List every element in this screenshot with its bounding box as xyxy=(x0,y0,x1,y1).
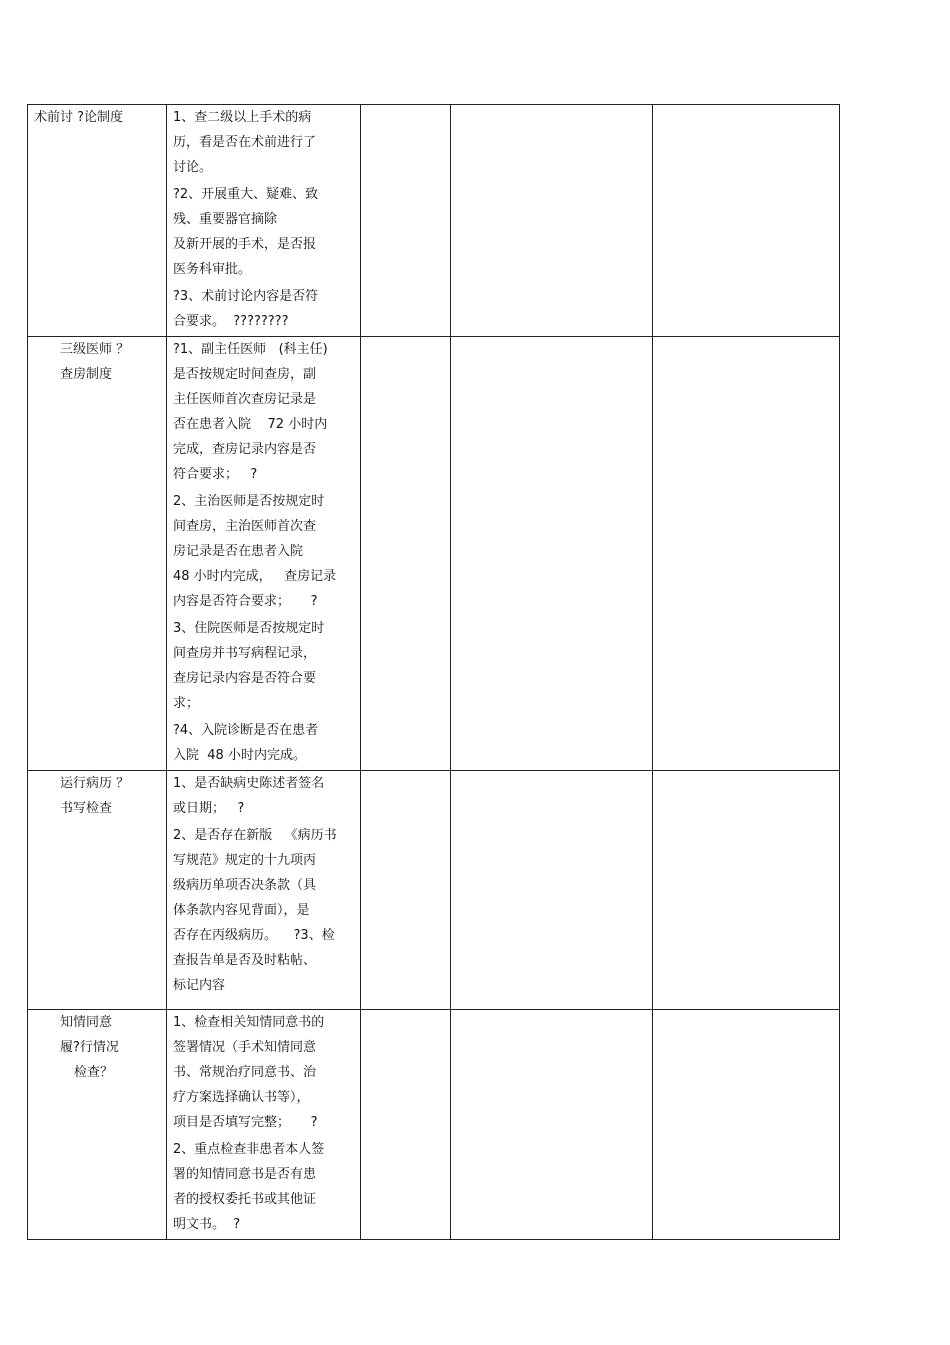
content-paragraph xyxy=(167,284,360,334)
content-paragraph xyxy=(167,489,360,614)
text-line: 医务科审批。 xyxy=(173,262,252,277)
item-label: 检查？ xyxy=(74,1065,114,1080)
item-label: 术前讨 ?论制度 xyxy=(34,110,124,125)
empty-cell xyxy=(361,337,451,771)
text-line: 级病历单项否决条款（具 xyxy=(173,878,317,893)
text-line: ?2、开展重大、疑难、致 xyxy=(173,187,319,202)
empty-cell xyxy=(653,1010,840,1240)
text-line: 是否按规定时间查房，副 xyxy=(173,367,317,382)
text-line: ?1、副主任医师 (科主任) xyxy=(173,342,328,357)
text-line: 内容是否符合要求； ? xyxy=(173,594,318,609)
text-line: 否存在丙级病历。 ?3、检 xyxy=(173,928,335,943)
text-line: 疗方案选择确认书等）， xyxy=(173,1090,310,1105)
empty-cell xyxy=(361,1010,451,1240)
text-line: 残、重要器官摘除 xyxy=(173,212,278,227)
text-line: 1、查二级以上手术的病 xyxy=(173,110,312,125)
text-line: 否在患者入院 72 小时内 xyxy=(173,417,328,432)
content-cell xyxy=(167,105,361,337)
empty-cell xyxy=(653,771,840,1010)
table-row xyxy=(28,1010,840,1240)
text-line: 完成，查房记录内容是否 xyxy=(173,442,317,457)
text-line: 合要求。 ???????? xyxy=(173,314,289,329)
content-paragraph xyxy=(167,616,360,716)
text-line: 历，看是否在术前进行了 xyxy=(173,135,317,150)
item-label: 运行病历 ？ xyxy=(60,776,130,791)
content-cell xyxy=(167,337,361,771)
text-line: 2、主治医师是否按规定时 xyxy=(173,494,325,509)
text-line: 标记内容 xyxy=(173,978,226,993)
item-label: 书写检查 xyxy=(60,801,113,816)
text-line: 1、检查相关知情同意书的 xyxy=(173,1015,325,1030)
item-label: 知情同意 xyxy=(60,1015,113,1030)
content-paragraph xyxy=(167,718,360,768)
content-paragraph xyxy=(167,1137,360,1237)
text-line: 者的授权委托书或其他证 xyxy=(173,1192,317,1207)
text-line: ?3、术前讨论内容是否符 xyxy=(173,289,319,304)
text-line: 1、是否缺病史陈述者签名 xyxy=(173,776,325,791)
item-label: 查房制度 xyxy=(60,367,113,382)
empty-cell xyxy=(653,337,840,771)
item-label: 三级医师 ？ xyxy=(60,342,130,357)
content-paragraph xyxy=(167,1010,360,1135)
inspection-table xyxy=(27,104,840,1240)
item-label: 履?行情况 xyxy=(60,1040,119,1055)
item-cell xyxy=(28,105,167,337)
text-line: 间查房并书写病程记录， xyxy=(173,646,317,661)
text-line: 或日期； ? xyxy=(173,801,245,816)
text-line: ?4、入院诊断是否在患者 xyxy=(173,723,319,738)
text-line: 2、重点检查非患者本人签 xyxy=(173,1142,325,1157)
text-line: 48 小时内完成， 查房记录 xyxy=(173,569,337,584)
text-line: 查报告单是否及时粘帖、 xyxy=(173,953,317,968)
text-line: 2、是否存在新版 《病历书 xyxy=(173,828,337,843)
text-line: 书、常规治疗同意书、治 xyxy=(173,1065,317,1080)
text-line: 房记录是否在患者入院 xyxy=(173,544,304,559)
text-line: 查房记录内容是否符合要 xyxy=(173,671,317,686)
table-row xyxy=(28,337,840,771)
content-paragraph xyxy=(167,337,360,487)
content-paragraph xyxy=(167,771,360,821)
content-cell xyxy=(167,771,361,1010)
empty-cell xyxy=(451,105,653,337)
empty-cell xyxy=(361,105,451,337)
text-line: 间查房，主治医师首次查 xyxy=(173,519,317,534)
text-line: 及新开展的手术，是否报 xyxy=(173,237,317,252)
empty-cell xyxy=(653,105,840,337)
empty-cell xyxy=(451,771,653,1010)
empty-cell xyxy=(451,337,653,771)
text-line: 3、住院医师是否按规定时 xyxy=(173,621,325,636)
content-paragraph xyxy=(167,105,360,180)
empty-cell xyxy=(451,1010,653,1240)
text-line: 符合要求； ? xyxy=(173,467,258,482)
text-line: 体条款内容见背面），是 xyxy=(173,903,310,918)
item-cell xyxy=(28,771,167,1010)
item-cell xyxy=(28,1010,167,1240)
table-row xyxy=(28,105,840,337)
text-line: 写规范》规定的十九项丙 xyxy=(173,853,317,868)
text-line: 求； xyxy=(173,696,200,711)
text-line: 讨论。 xyxy=(173,160,213,175)
text-line: 主任医师首次查房记录是 xyxy=(173,392,317,407)
content-paragraph xyxy=(167,182,360,282)
content-cell xyxy=(167,1010,361,1240)
empty-cell xyxy=(361,771,451,1010)
table-row xyxy=(28,771,840,1010)
content-paragraph xyxy=(167,823,360,998)
text-line: 项目是否填写完整； ? xyxy=(173,1115,318,1130)
item-cell xyxy=(28,337,167,771)
text-line: 入院 48 小时内完成。 xyxy=(173,748,306,763)
text-line: 签署情况（手术知情同意 xyxy=(173,1040,317,1055)
text-line: 明文书。 ? xyxy=(173,1217,241,1232)
text-line: 署的知情同意书是否有患 xyxy=(173,1167,317,1182)
